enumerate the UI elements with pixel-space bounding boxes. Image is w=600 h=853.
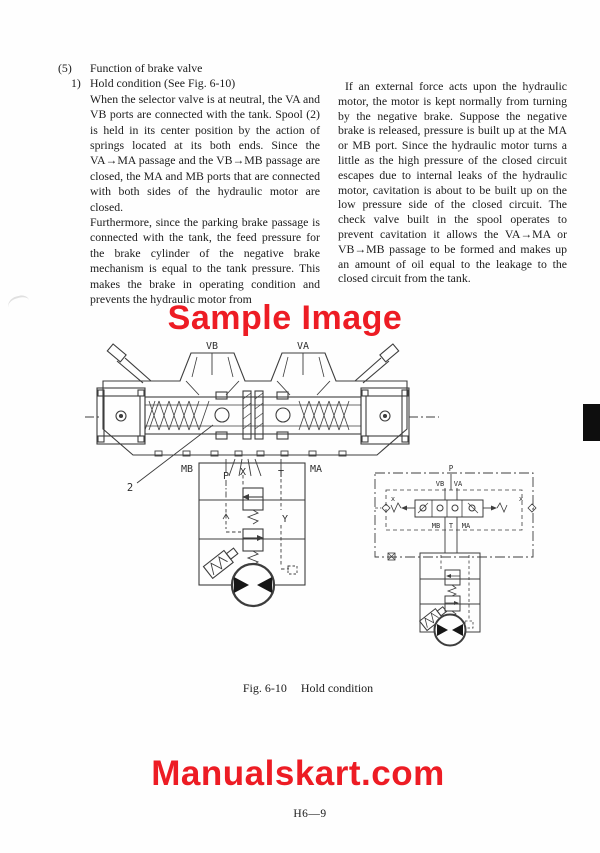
brake-valve-figure <box>85 333 545 665</box>
sub-label-t: T <box>448 522 454 530</box>
section-number: (5) <box>58 61 72 75</box>
subsection-number: 1) <box>71 76 81 91</box>
left-column <box>58 61 322 308</box>
sub-label-vb: VB <box>435 480 445 488</box>
figure-caption-title: Hold condition <box>300 681 374 695</box>
section-heading <box>58 61 322 76</box>
port-label-vb: VB <box>205 341 219 352</box>
scan-smudge <box>6 294 32 317</box>
spool-callout-2: 2 <box>126 482 134 494</box>
subsection-heading <box>58 76 322 91</box>
binder-tab <box>583 404 600 441</box>
sub-label-p: P <box>448 464 454 473</box>
sub-label-x-right: x <box>518 495 524 503</box>
sub-label-va: VA <box>453 480 463 488</box>
left-paragraph-2: Furthermore, since the parking brake passage is connected with the tank, the feed pressure for the brake cylinder of the negative brake mechanism is equal to the tank pressure. This makes the brake in operating condition and prevents the hydraulic motor from <box>90 215 320 307</box>
section-title: Function of brake valve <box>90 61 203 75</box>
valve-cross-section <box>85 344 439 483</box>
sub-label-x-left: x <box>390 495 396 503</box>
page-number: H6—9 <box>293 808 327 820</box>
left-spring-cap <box>97 388 145 444</box>
circuit-label-y: Y <box>281 514 289 525</box>
circuit-label-x: X <box>239 467 247 478</box>
manualskart-watermark: Manualskart.com <box>151 754 445 793</box>
sample-image-watermark: Sample Image <box>167 299 403 337</box>
left-paragraph-1: When the selector valve is at neutral, the VA and VB ports are connected with the tank. Spool (2) is held in its center position by the action of springs located at its both ends. Since the VA→MA passage and the VB→MB passage are closed, the MA and MB ports that are connected with both sides of the hydraulic motor are closed. <box>90 91 320 214</box>
figure-caption <box>108 681 508 696</box>
circuit-label-p: P <box>222 471 230 482</box>
sub-label-mb: MB <box>431 522 441 530</box>
sub-circuit <box>375 473 536 646</box>
right-paragraph: If an external force acts upon the hydraulic motor, the motor is kept normally from turning by the negative brake. Suppose the negative brake is released, pressure is built up at the MA or MB port. Since the hydraulic motor turns a little as the high pressure of the closed circuit escapes due to internal leaks of the hydraulic motor, cavitation is about to be built up on the low pressure side of the closed circuit. The check valve built in the spool operates to prevent cavitation it allows the VA→MA or VB→MB passage to be formed and makes up an amount of oil equal to the leakage to the closed circuit from the tank. <box>338 79 567 286</box>
figure-caption-label: Fig. 6-10 <box>242 681 287 695</box>
subsection-title: Hold condition (See Fig. 6-10) <box>90 76 236 91</box>
circuit-label-mb: MB <box>180 464 194 475</box>
circuit-label-ma: MA <box>309 464 323 475</box>
main-circuit <box>199 463 305 606</box>
sub-label-ma: MA <box>461 522 471 530</box>
circuit-label-t: T <box>277 469 285 480</box>
right-column <box>338 79 567 286</box>
port-label-va: VA <box>296 341 310 352</box>
right-spring-cap <box>361 388 409 444</box>
